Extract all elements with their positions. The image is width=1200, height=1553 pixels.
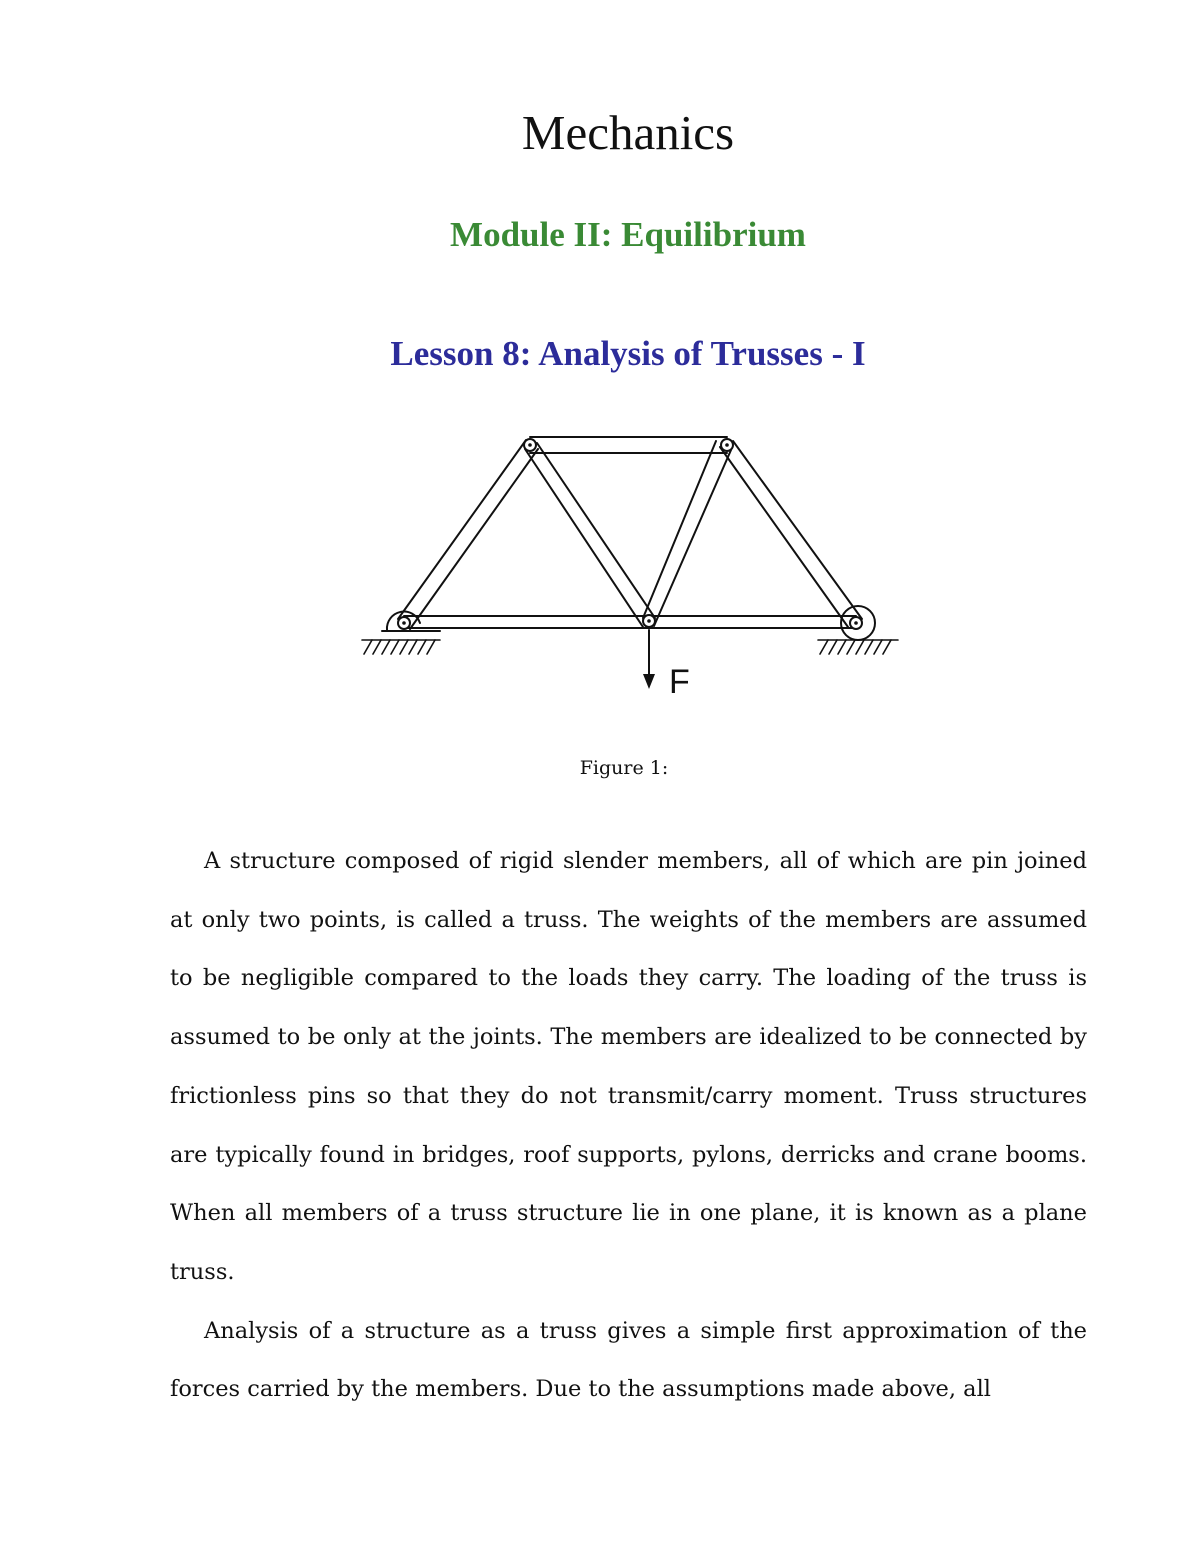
lesson-heading: Lesson 8: Analysis of Trusses - I	[390, 334, 866, 373]
document-title: Mechanics	[521, 105, 735, 160]
right-diagonal-member	[720, 441, 862, 627]
truss-figure	[355, 428, 910, 708]
figure-caption: Figure 1:	[579, 757, 669, 779]
body-text	[170, 832, 1087, 1419]
left-ground-hatch	[362, 640, 440, 654]
truss-diagram	[355, 428, 910, 708]
force-label: F	[669, 663, 690, 701]
top-chord-member	[530, 437, 727, 453]
left-diagonal-member	[398, 440, 538, 629]
left-inner-diagonal-member	[525, 443, 655, 627]
module-heading: Module II: Equilibrium	[450, 215, 806, 254]
paragraph-2: Analysis of a structure as a truss gives a simple first approximation of the forces carried by the members. Due to the assumptions made above, all	[170, 1317, 1087, 1403]
load-arrow-head	[643, 674, 655, 689]
right-inner-diagonal-member	[643, 441, 731, 626]
paragraph-1: A structure composed of rigid slender members, all of which are pin joined at only two points, is called a truss. The weights of the members are assumed to be negligible compared to the loads they carry. The loading of the truss is assumed to be only at the joints. The members are idealized to be connected by frictionless pins so that they do not transmit/carry moment. Truss structures are typically found in bridges, roof supports, pylons, derricks and crane booms. When all members of a truss structure lie in one plane, it is known as a plane truss.	[170, 848, 1087, 1285]
right-ground-hatch	[818, 640, 898, 654]
bottom-chord-member	[404, 616, 856, 628]
